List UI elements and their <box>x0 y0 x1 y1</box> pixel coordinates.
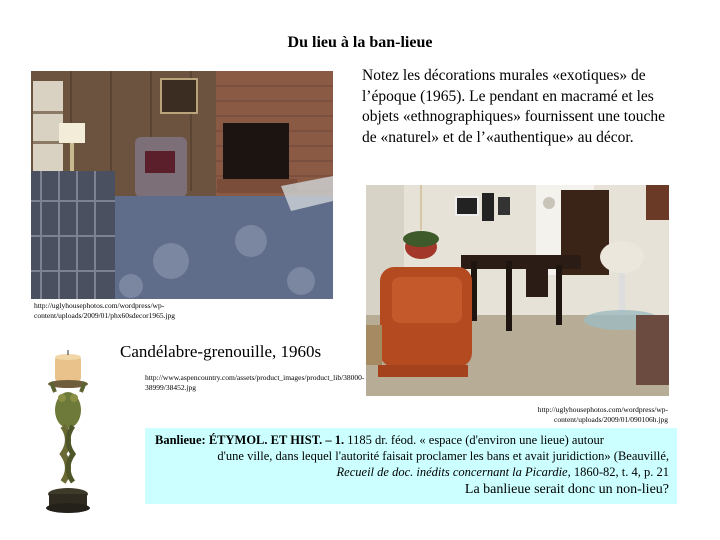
definition-etymology: ÉTYMOL. ET HIST. – 1. <box>208 433 345 447</box>
definition-line-1 <box>155 432 669 448</box>
living-room-photo <box>31 71 333 299</box>
slide-title: Du lieu à la ban-lieue <box>287 34 433 51</box>
note-text: Notez les décorations murales «exotiques» de l’époque (1965). Le pendant en macramé et les objets «ethnographiques» fournissent une touche de «naturel» et de l’«authentique» au décor. <box>362 67 666 146</box>
definition-term: Banlieue: <box>155 433 206 447</box>
source-url-candelabra[interactable]: http://www.aspencountry.com/assets/product_images/product_lib/38000-38999/38452.jpg <box>145 373 365 392</box>
definition-line-2: d'une ville, dans lequel l'autorité faisait proclamer les bans et avait juridiction» (Beauvillé, <box>217 449 669 463</box>
definition-box <box>145 428 677 504</box>
definition-line-1-text: 1185 dr. féod. « espace (d'environ une lieue) autour <box>344 433 604 447</box>
definition-source-title: Recueil de doc. inédits concernant la Picardie, <box>336 465 571 479</box>
definition-line-3 <box>155 464 669 480</box>
definition-line-3-text: 1860-82, t. 4, p. 21 <box>570 465 669 479</box>
frog-candelabra-photo <box>41 348 95 516</box>
definition-conclusion: La banlieue serait donc un non-lieu? <box>464 482 669 497</box>
candelabra-caption: Candélabre-grenouille, 1960s <box>120 342 322 361</box>
dining-room-photo <box>366 185 669 396</box>
source-url-dining-room[interactable]: http://uglyhousephotos.com/wordpress/wp-content/uploads/2009/01/090106h.jpg <box>537 405 668 424</box>
source-url-living-room[interactable]: http://uglyhousephotos.com/wordpress/wp-content/uploads/2009/01/phx60sdecor1965.jpg <box>34 301 176 320</box>
